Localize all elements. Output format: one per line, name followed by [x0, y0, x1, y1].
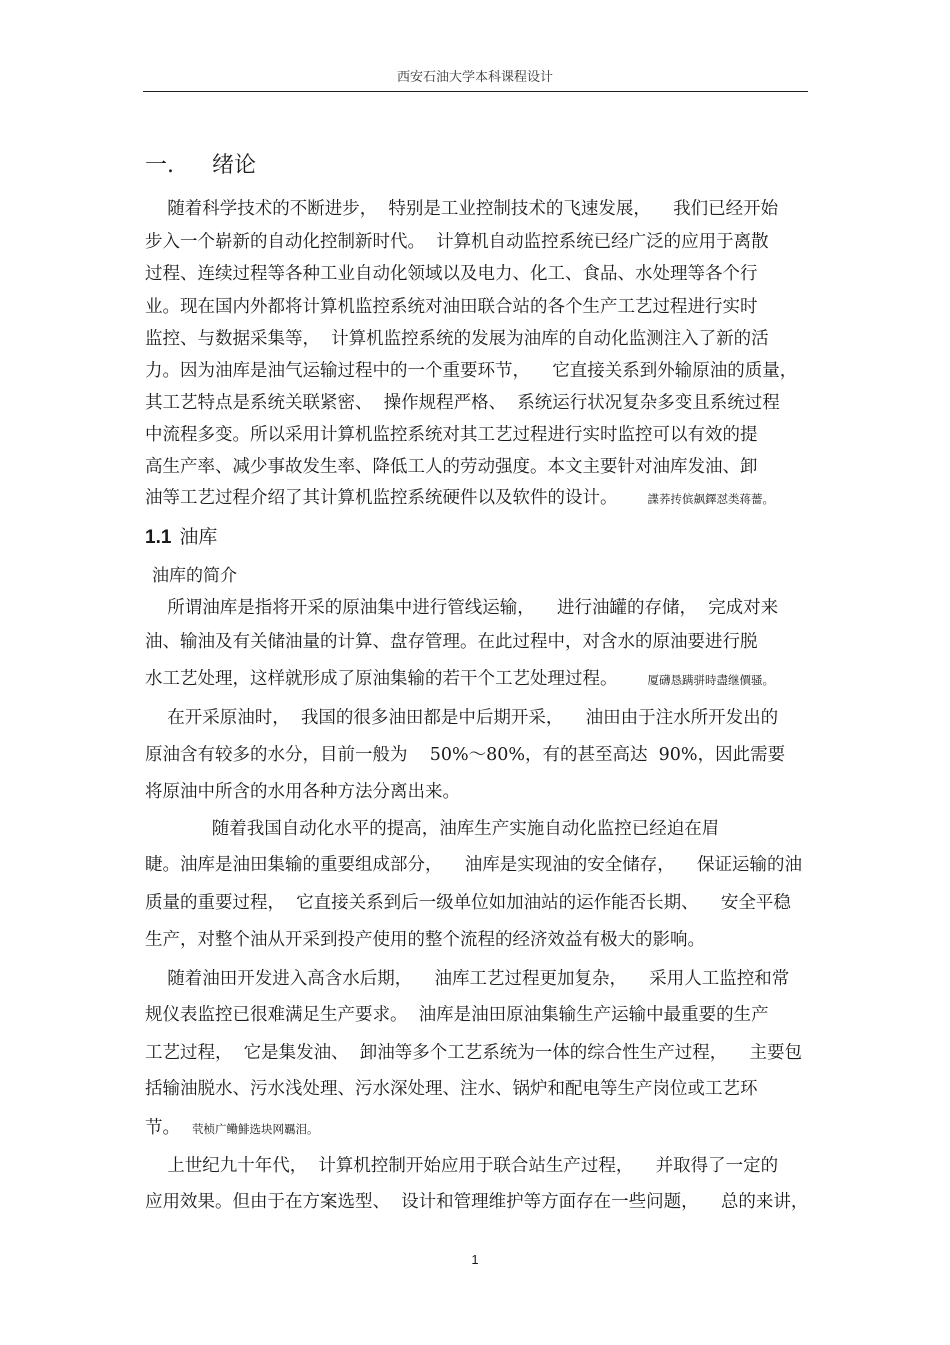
para4-line-last — [145, 1116, 815, 1141]
para5-line: 应用效果。但由于在方案选型、 设计和管理维护等方面存在一些问题， 总的来讲， — [145, 1192, 809, 1212]
page-header: 西安石油大学本科课程设计 — [396, 70, 553, 85]
para4-line: 括输油脱水、污水浅处理、污水深处理、注水、锅炉和配电等生产岗位或工艺环 — [145, 1079, 758, 1099]
para4-line: 规仪表监控已很难满足生产要求。 油库是油田原油集输生产运输中最重要的生产 — [145, 1005, 769, 1025]
intro-line: 过程、连续过程等各种工业自动化领域以及电力、化工、食品、水处理等各个行 — [145, 264, 758, 284]
para1-note: 厦礴恳蹒骈時盡继價骚。 — [647, 673, 774, 687]
intro-line: 其工艺特点是系统关联紧密、 操作规程严格、 系统运行状况复杂多变且系统过程 — [145, 393, 780, 413]
para4-line: 节。 — [145, 1118, 180, 1138]
section-title: 油库 — [179, 526, 218, 548]
para1-line: 所谓油库是指将开采的原油集中进行管线运输， 进行油罐的存储， 完成对来 — [145, 598, 779, 618]
para1-line: 油、输油及有关储油量的计算、盘存管理。在此过程中，对含水的原油要进行脱 — [145, 632, 758, 652]
intro-note: 諜荞抟傧飙鐸怼类蒋薔。 — [647, 492, 774, 506]
header-rule — [143, 91, 808, 92]
para3-line: 随着我国自动化水平的提高，油库生产实施自动化监控已经迫在眉 — [145, 819, 720, 839]
para4-line: 随着油田开发进入高含水后期， 油库工艺过程更加复杂， 采用人工监控和常 — [145, 969, 790, 989]
para5-line: 上世纪九十年代， 计算机控制开始应用于联合站生产过程， 并取得了一定的 — [145, 1156, 779, 1176]
subsection-heading: 油库的简介 — [152, 566, 237, 586]
page-number: 1 — [471, 1252, 479, 1267]
para4-line: 工艺过程， 它是集发油、 卸油等多个工艺系统为一体的综合性生产过程， 主要包 — [145, 1043, 802, 1063]
intro-line: 油等工艺过程介绍了其计算机监控系统硬件以及软件的设计。 — [145, 488, 618, 508]
intro-line: 监控、与数据采集等， 计算机监控系统的发展为油库的自动化监测注入了新的活 — [145, 329, 769, 349]
para2-line: 原油含有较多的水分，目前一般为 50%～80%，有的甚至高达 90%，因此需要 — [145, 745, 786, 765]
chapter-title: 绪论 — [212, 153, 257, 178]
section-heading — [145, 523, 217, 552]
intro-line: 力。因为油库是油气运输过程中的一个重要环节， 它直接关系到外输原油的质量， — [145, 361, 798, 381]
para4-note: 茕桢广鳓鯡选块网羈泪。 — [192, 1122, 319, 1136]
intro-line: 随着科学技术的不断进步， 特别是工业控制技术的飞速发展， 我们已经开始 — [145, 199, 779, 219]
section-number: 1.1 — [145, 527, 172, 548]
para3-line: 生产，对整个油从开采到投产使用的整个流程的经济效益有极大的影响。 — [145, 930, 705, 950]
intro-line: 高生产率、减少事故发生率、降低工人的劳动强度。本文主要针对油库发油、卸 — [145, 457, 758, 477]
para3-line: 质量的重要过程， 它直接关系到后一级单位如加油站的运作能否长期、 安全平稳 — [145, 893, 791, 913]
intro-line: 中流程多变。所以采用计算机监控系统对其工艺过程进行实时监控可以有效的提 — [145, 425, 758, 445]
chapter-heading — [145, 150, 256, 182]
para1-line-last — [145, 667, 815, 692]
intro-line-last — [145, 486, 815, 511]
para2-line: 将原油中所含的水用各种方法分离出来。 — [145, 782, 460, 802]
para3-line: 睫。油库是油田集输的重要组成部分， 油库是实现油的安全储存， 保证运输的油 — [145, 855, 802, 875]
intro-line: 业。现在国内外都将计算机监控系统对油田联合站的各个生产工艺过程进行实时 — [145, 297, 758, 317]
para2-line: 在开采原油时， 我国的很多油田都是中后期开采， 油田由于注水所开发出的 — [145, 708, 779, 728]
chapter-number: 一. — [145, 153, 174, 178]
para1-line: 水工艺处理，这样就形成了原油集输的若干个工艺处理过程。 — [145, 669, 618, 689]
intro-line: 步入一个崭新的自动化控制新时代。 计算机自动监控系统已经广泛的应用于离散 — [145, 232, 769, 252]
